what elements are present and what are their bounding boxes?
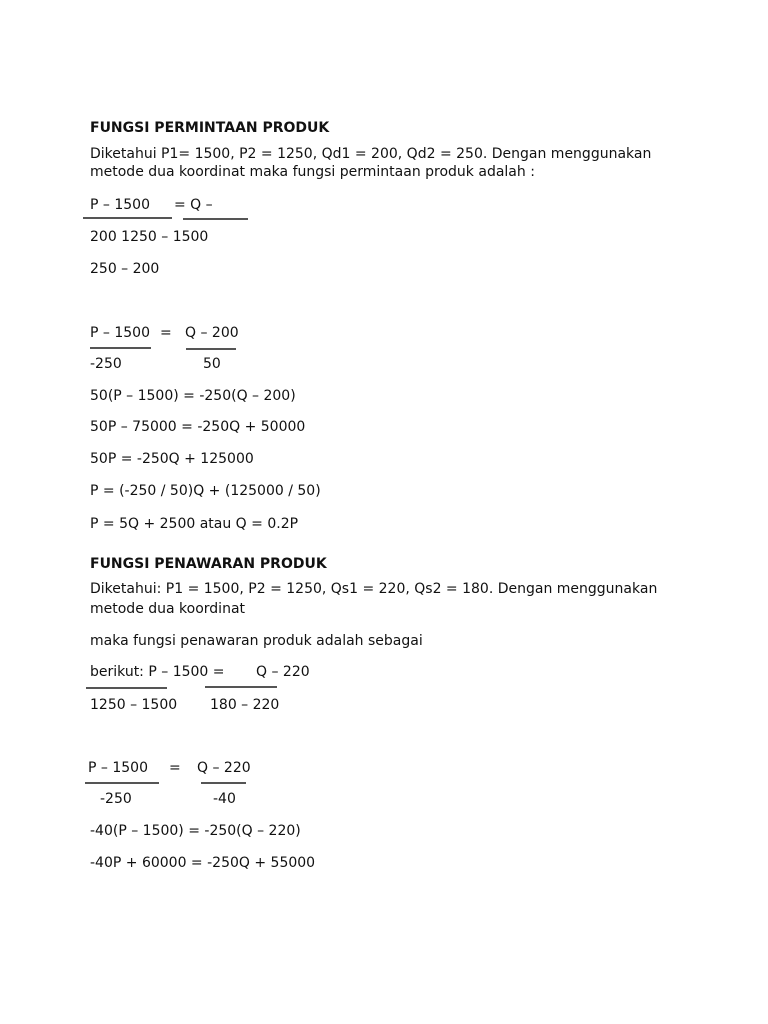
demand-intro-line-2: metode dua koordinat maka fungsi permintaan produk adalah :: [90, 164, 535, 180]
demand-fraction-1-row-3: 250 – 200: [90, 261, 160, 277]
supply-fraction-2-left-denominator: -250: [100, 791, 132, 807]
demand-fraction-1-left-numerator: P – 1500: [90, 197, 150, 213]
demand-step-5: P = 5Q + 2500 atau Q = 0.2P: [90, 516, 299, 532]
demand-fraction-2-right-numerator: Q – 200: [185, 325, 239, 341]
supply-heading: FUNGSI PENAWARAN PRODUK: [90, 556, 327, 572]
demand-step-2: 50P – 75000 = -250Q + 50000: [90, 419, 306, 435]
supply-intro-line-2: metode dua koordinat: [90, 601, 246, 617]
demand-fraction-1-row-2: 200 1250 – 1500: [90, 229, 209, 245]
supply-fraction-1-left-bar: [86, 687, 167, 689]
demand-fraction-1-left-bar: [83, 217, 172, 219]
supply-fraction-2-equals: =: [169, 760, 181, 776]
demand-step-3: 50P = -250Q + 125000: [90, 451, 254, 467]
demand-fraction-1-right-bar: [183, 218, 248, 220]
demand-fraction-2-left-bar: [90, 347, 151, 349]
demand-fraction-2-left-denominator: -250: [90, 356, 122, 372]
demand-fraction-1-right-numerator: = Q –: [174, 197, 213, 213]
demand-fraction-2-right-bar: [186, 348, 236, 350]
supply-fraction-1-left-numerator: berikut: P – 1500 =: [90, 664, 225, 680]
supply-fraction-1-right-denominator: 180 – 220: [210, 697, 280, 713]
supply-step-1: -40(P – 1500) = -250(Q – 220): [90, 823, 301, 839]
demand-fraction-2-left-numerator: P – 1500: [90, 325, 150, 341]
supply-fraction-2-right-numerator: Q – 220: [197, 760, 251, 776]
demand-intro-line-1: Diketahui P1= 1500, P2 = 1250, Qd1 = 200, Qd2 = 250. Dengan menggunakan: [90, 146, 652, 162]
supply-fraction-2-right-denominator: -40: [213, 791, 236, 807]
supply-fraction-2-left-bar: [85, 782, 159, 784]
supply-fraction-1-right-bar: [205, 686, 277, 688]
demand-step-1: 50(P – 1500) = -250(Q – 200): [90, 388, 296, 404]
supply-intro-line-1: Diketahui: P1 = 1500, P2 = 1250, Qs1 = 220, Qs2 = 180. Dengan menggunakan: [90, 581, 658, 597]
supply-step-2: -40P + 60000 = -250Q + 55000: [90, 855, 316, 871]
supply-fraction-2-right-bar: [201, 782, 246, 784]
supply-intro-line-3: maka fungsi penawaran produk adalah sebagai: [90, 633, 423, 649]
demand-fraction-2-equals: =: [160, 325, 172, 341]
demand-heading: FUNGSI PERMINTAAN PRODUK: [90, 120, 330, 136]
supply-fraction-2-left-numerator: P – 1500: [88, 760, 148, 776]
supply-fraction-1-left-denominator: 1250 – 1500: [90, 697, 178, 713]
demand-step-4: P = (-250 / 50)Q + (125000 / 50): [90, 483, 321, 499]
demand-fraction-2-right-denominator: 50: [203, 356, 221, 372]
supply-fraction-1-right-numerator: Q – 220: [256, 664, 310, 680]
